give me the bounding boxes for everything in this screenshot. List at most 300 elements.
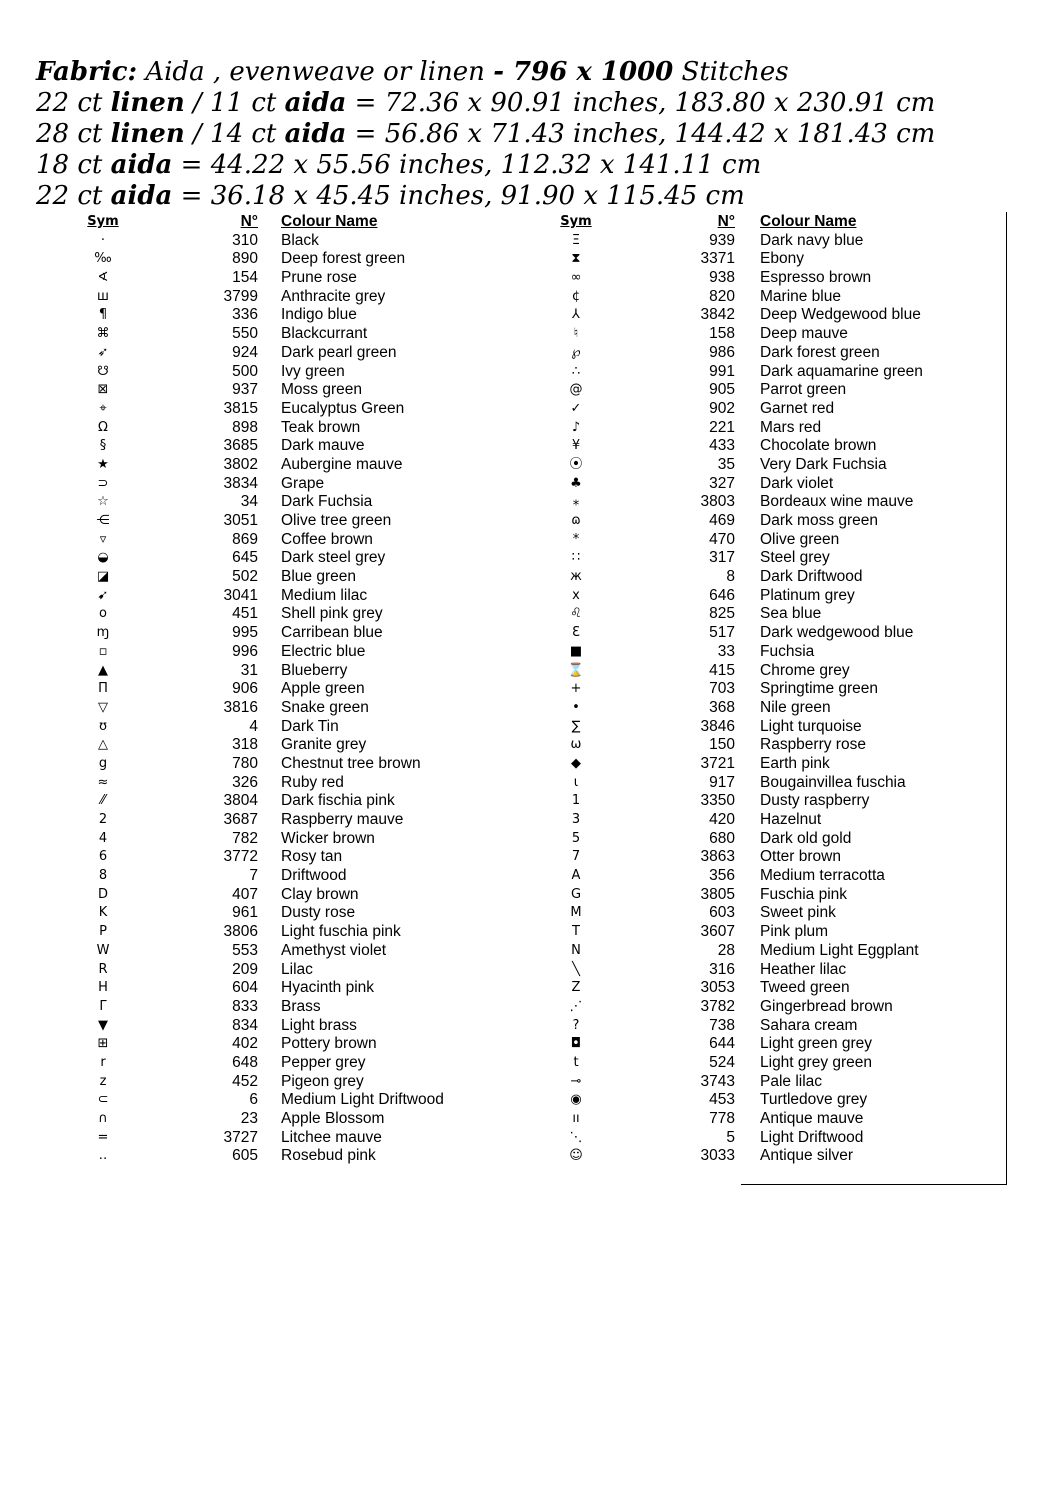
dmc-number: 500 xyxy=(232,362,258,380)
dmc-number: 453 xyxy=(709,1091,735,1109)
dmc-number: 3834 xyxy=(223,474,258,492)
symbol: ⋰ xyxy=(569,998,583,1014)
dmc-number: 3607 xyxy=(700,923,735,941)
dmc-number: 782 xyxy=(232,829,258,847)
legend-row xyxy=(0,363,1060,382)
dmc-number: 221 xyxy=(709,418,735,436)
colour-name: Teak brown xyxy=(281,418,361,436)
symbol: ⧗ xyxy=(571,251,581,267)
stitch-count: - 796 x 1000 xyxy=(493,57,674,87)
dmc-number: 3721 xyxy=(700,754,735,772)
dmc-number: 452 xyxy=(232,1072,258,1090)
colour-name: Hazelnut xyxy=(760,811,822,828)
legend-row xyxy=(0,792,1060,811)
symbol: ∩ xyxy=(98,1111,108,1126)
symbol: ⊂ xyxy=(97,1092,109,1108)
colour-name: Prune rose xyxy=(281,269,357,287)
legend-row xyxy=(0,419,1060,438)
dmc-number: 820 xyxy=(709,287,735,305)
dmc-number: 3842 xyxy=(700,306,735,324)
dmc-number: 3806 xyxy=(223,923,258,941)
symbol: ɩ xyxy=(573,774,579,790)
dmc-number: 5 xyxy=(726,1128,735,1146)
symbol: ▼ xyxy=(98,1017,108,1033)
symbol: 2 xyxy=(98,812,108,827)
size-line-22ct-aida xyxy=(36,181,1036,212)
legend-row xyxy=(0,923,1060,942)
colour-name: Espresso brown xyxy=(760,269,872,287)
legend-row xyxy=(0,1035,1060,1054)
legend-row xyxy=(0,643,1060,662)
legend-row xyxy=(0,904,1060,923)
symbol: Z xyxy=(571,980,581,996)
dmc-number: 3815 xyxy=(223,399,258,417)
symbol: G xyxy=(570,886,582,902)
legend-header-row xyxy=(0,213,1060,232)
sym-header: Sym xyxy=(560,214,592,229)
dmc-number: 3687 xyxy=(223,811,258,828)
symbol: ♪ xyxy=(571,419,581,435)
colour-name: Sahara cream xyxy=(760,1016,858,1034)
dmc-number: 469 xyxy=(709,512,735,529)
dmc-number: 939 xyxy=(709,231,735,249)
colour-name: Granite grey xyxy=(281,736,367,754)
dmc-number: 604 xyxy=(232,979,258,997)
symbol: @ xyxy=(569,382,583,398)
colour-name: Light grey green xyxy=(760,1053,873,1071)
dmc-number: 368 xyxy=(709,698,735,716)
colour-name: Pale lilac xyxy=(760,1072,823,1090)
dmc-number: 6 xyxy=(249,1091,258,1109)
dmc-number: 890 xyxy=(232,250,258,268)
legend-row xyxy=(0,437,1060,456)
colour-name: Dark moss green xyxy=(760,512,879,529)
colour-name: Antique silver xyxy=(760,1147,854,1165)
legend-row xyxy=(0,531,1060,550)
colour-name: Ruby red xyxy=(281,773,344,791)
symbol: ☺ xyxy=(569,1148,583,1164)
dmc-number: 553 xyxy=(232,941,258,959)
colour-name: Light Driftwood xyxy=(760,1128,864,1146)
dmc-number: 646 xyxy=(709,586,735,604)
legend-row xyxy=(0,306,1060,325)
colour-name: Shell pink grey xyxy=(281,605,383,623)
symbol: g xyxy=(98,755,108,771)
symbol: N xyxy=(571,942,581,958)
symbol: ⊃ xyxy=(97,475,109,491)
colour-name: Coffee brown xyxy=(281,530,373,548)
dmc-number: 869 xyxy=(232,530,258,548)
dimensions: = 36.18 x 45.45 inches, 91.90 x 115.45 cm xyxy=(172,181,745,211)
colour-name-header: Colour Name xyxy=(281,213,378,230)
colour-name: Tweed green xyxy=(760,979,850,997)
colour-name: Indigo blue xyxy=(281,306,357,324)
size-line-28ct-linen xyxy=(36,119,1036,150)
legend-row xyxy=(0,1129,1060,1148)
symbol: M xyxy=(570,905,582,921)
symbol: 4 xyxy=(98,830,108,846)
colour-name: Deep Wedgewood blue xyxy=(760,306,921,324)
colour-name: Raspberry rose xyxy=(760,736,866,754)
symbol: ▫ xyxy=(98,643,108,659)
colour-name: Dark Driftwood xyxy=(760,568,863,586)
colour-name: Bougainvillea fuschia xyxy=(760,773,906,791)
colour-name: Very Dark Fuchsia xyxy=(760,455,887,473)
colour-name: Ivy green xyxy=(281,362,345,380)
legend-row xyxy=(0,961,1060,980)
dmc-number: 991 xyxy=(709,362,735,380)
symbol: ▽ xyxy=(98,699,108,715)
dimensions: = 56.86 x 71.43 inches, 144.42 x 181.43 cm xyxy=(346,119,936,149)
symbol: ɱ xyxy=(96,625,110,641)
legend-row xyxy=(0,605,1060,624)
symbol: △ xyxy=(98,737,108,753)
legend-row xyxy=(0,942,1060,961)
symbol: 8 xyxy=(98,868,108,884)
colour-name: Parrot green xyxy=(760,381,847,399)
dmc-number: 336 xyxy=(232,306,258,324)
dmc-number: 451 xyxy=(232,605,258,623)
symbol: ∷ xyxy=(571,550,581,566)
colour-name: Electric blue xyxy=(281,642,366,660)
aida-label: aida xyxy=(284,88,347,118)
symbol: ✓ xyxy=(570,400,582,416)
dmc-number: 327 xyxy=(709,474,735,492)
symbol: ⋱ xyxy=(569,1129,583,1145)
symbol: 5 xyxy=(571,830,581,846)
legend-row xyxy=(0,475,1060,494)
symbol: ☋ xyxy=(97,363,109,379)
dmc-number: 3782 xyxy=(700,997,735,1015)
symbol: D xyxy=(97,886,108,902)
symbol: H xyxy=(98,980,108,996)
colour-name: Otter brown xyxy=(760,848,841,866)
colour-name: Dark fischia pink xyxy=(281,792,395,810)
symbol: ⊠ xyxy=(97,382,109,398)
legend-row xyxy=(0,512,1060,531)
symbol: ⁄⁄ xyxy=(100,793,106,809)
symbol: ? xyxy=(572,1017,580,1033)
symbol: ≈ xyxy=(97,774,109,790)
dmc-number: 3371 xyxy=(700,250,735,268)
dmc-number: 318 xyxy=(232,736,258,754)
symbol: 7 xyxy=(571,849,581,865)
symbol: ▲ xyxy=(98,662,108,678)
symbol: ɷ xyxy=(571,513,581,528)
colour-name: Amethyst violet xyxy=(281,941,387,959)
dmc-number: 33 xyxy=(717,642,735,660)
count-a: 22 ct xyxy=(36,88,111,118)
symbol: ♌ xyxy=(570,606,582,622)
dmc-number: 524 xyxy=(709,1053,735,1071)
fabric-types: Aida , evenweave or linen xyxy=(137,57,494,87)
aida-label: aida xyxy=(110,181,173,211)
symbol: ‰ xyxy=(94,251,112,267)
dmc-number: 680 xyxy=(709,829,735,847)
legend-row xyxy=(0,867,1060,886)
symbol: ⊸ xyxy=(570,1073,582,1089)
symbol: ıı xyxy=(572,1111,580,1126)
symbol: T xyxy=(572,924,580,940)
dmc-number: 3816 xyxy=(223,698,258,716)
legend-row xyxy=(0,325,1060,344)
colour-name: Pigeon grey xyxy=(281,1072,364,1090)
colour-name-header: Colour Name xyxy=(760,213,857,230)
dmc-number: 517 xyxy=(709,624,735,642)
dmc-number: 937 xyxy=(232,381,258,399)
dmc-number: 317 xyxy=(709,549,735,567)
symbol: ◆ xyxy=(571,755,581,771)
dmc-number: 995 xyxy=(232,624,258,642)
symbol: ¢ xyxy=(571,288,581,304)
symbol: ◘ xyxy=(570,1036,582,1052)
legend-row xyxy=(0,755,1060,774)
dmc-number: 502 xyxy=(232,568,258,586)
symbol: ∞ xyxy=(570,270,582,286)
colour-name: Chestnut tree brown xyxy=(281,754,421,772)
dmc-number: 917 xyxy=(709,773,735,791)
colour-name: Springtime green xyxy=(760,680,879,698)
colour-name: Medium Light Driftwood xyxy=(281,1091,444,1109)
legend-row xyxy=(0,568,1060,587)
symbol: ⌛ xyxy=(567,662,585,678)
dmc-number: 3803 xyxy=(700,493,735,511)
dmc-number: 645 xyxy=(232,549,258,567)
dmc-number: 3033 xyxy=(700,1147,735,1165)
dmc-number: 3802 xyxy=(223,455,258,473)
dmc-number: 3743 xyxy=(700,1072,735,1090)
dmc-number: 470 xyxy=(709,530,735,548)
legend-row xyxy=(0,736,1060,755)
dmc-number: 3685 xyxy=(223,437,258,455)
colour-name: Light green grey xyxy=(760,1035,873,1053)
symbol: = xyxy=(97,1129,109,1145)
legend-row xyxy=(0,1091,1060,1110)
aida-label: aida xyxy=(284,119,347,149)
dmc-number: 3053 xyxy=(700,979,735,997)
legend-row xyxy=(0,1073,1060,1092)
dmc-number: 3804 xyxy=(223,792,258,810)
legend-right-column xyxy=(0,213,1060,1166)
count-b: / 11 ct xyxy=(184,88,285,118)
legend-row xyxy=(0,1110,1060,1129)
symbol: ♮ xyxy=(573,326,579,342)
symbol: * xyxy=(572,531,580,547)
symbol: ■ xyxy=(569,643,583,659)
symbol: t xyxy=(573,1054,579,1070)
legend-row xyxy=(0,680,1060,699)
colour-name: Rosy tan xyxy=(281,848,343,866)
colour-name: Hyacinth pink xyxy=(281,979,375,997)
dmc-number: 605 xyxy=(232,1147,258,1165)
colour-name: Blackcurrant xyxy=(281,325,368,343)
symbol: ⊞ xyxy=(97,1036,109,1052)
colour-name: Marine blue xyxy=(760,287,841,305)
colour-name: Dark violet xyxy=(760,474,834,492)
colour-name: Steel grey xyxy=(760,549,830,567)
legend-row xyxy=(0,1054,1060,1073)
dmc-number: 356 xyxy=(709,867,735,885)
symbol: Ξ xyxy=(571,232,581,248)
dmc-number: 3051 xyxy=(223,512,258,529)
dmc-number: 924 xyxy=(232,343,258,361)
legend-row xyxy=(0,344,1060,363)
colour-name: Medium Light Eggplant xyxy=(760,941,919,959)
symbol: A xyxy=(571,868,581,884)
dmc-number: 402 xyxy=(232,1035,258,1053)
colour-name: Dark Fuchsia xyxy=(281,493,373,511)
colour-name: Sea blue xyxy=(760,605,822,623)
dmc-number: 415 xyxy=(709,661,735,679)
fabric-label: Fabric: xyxy=(36,57,138,87)
dmc-number: 648 xyxy=(232,1053,258,1071)
legend-row xyxy=(0,998,1060,1017)
symbol: z xyxy=(99,1073,107,1089)
dmc-number: 834 xyxy=(232,1016,258,1034)
colour-name: Dark forest green xyxy=(760,343,880,361)
right-border-line xyxy=(1006,212,1007,1185)
symbol: x xyxy=(572,587,580,603)
dmc-number: 3350 xyxy=(700,792,735,810)
symbol: o xyxy=(99,606,107,622)
dmc-number: 3727 xyxy=(223,1128,258,1146)
colour-name: Chocolate brown xyxy=(760,437,877,455)
dmc-number: 961 xyxy=(232,904,258,922)
colour-name: Ebony xyxy=(760,250,804,268)
dmc-number: 902 xyxy=(709,399,735,417)
symbol: ⌘ xyxy=(96,326,110,342)
symbol: + xyxy=(570,681,582,697)
legend-row xyxy=(0,232,1060,251)
linen-label: linen xyxy=(110,119,185,149)
symbol: K xyxy=(98,905,108,921)
symbol: Π xyxy=(98,681,108,697)
dmc-number: 154 xyxy=(232,269,258,287)
symbol: ⁎ xyxy=(572,494,580,510)
colour-name: Olive tree green xyxy=(281,512,392,529)
legend-row xyxy=(0,381,1060,400)
symbol: ∢ xyxy=(97,270,109,286)
legend-row xyxy=(0,456,1060,475)
symbol: P xyxy=(99,924,107,940)
symbol: ʊ xyxy=(98,718,108,734)
dmc-number: 3805 xyxy=(700,885,735,903)
symbol: 3 xyxy=(571,812,581,827)
dmc-number: 3863 xyxy=(700,848,735,866)
colour-name: Dark pearl green xyxy=(281,343,397,361)
symbol: ★ xyxy=(97,456,109,472)
colour-name: Black xyxy=(281,231,319,249)
colour-name: Dark wedgewood blue xyxy=(760,624,914,642)
symbol: ◒ xyxy=(97,550,109,566)
colour-name: Wicker brown xyxy=(281,829,375,847)
legend-row xyxy=(0,848,1060,867)
dmc-number: 825 xyxy=(709,605,735,623)
stitches-label: Stitches xyxy=(673,57,789,87)
symbol: Γ xyxy=(99,998,107,1014)
colour-name: Bordeaux wine mauve xyxy=(760,493,914,511)
symbol: ∑ xyxy=(571,718,581,734)
dmc-number: 3772 xyxy=(223,848,258,866)
colour-name: Eucalyptus Green xyxy=(281,399,405,417)
colour-name: Medium lilac xyxy=(281,586,368,604)
colour-name: Light brass xyxy=(281,1016,357,1034)
symbol: ∴ xyxy=(571,363,581,379)
legend-row xyxy=(0,250,1060,269)
dmc-number: 603 xyxy=(709,904,735,922)
colour-name: Fuschia pink xyxy=(760,885,848,903)
colour-name: Grape xyxy=(281,474,325,492)
colour-name: Light fuschia pink xyxy=(281,923,401,941)
dmc-number: 906 xyxy=(232,680,258,698)
dmc-number: 833 xyxy=(232,997,258,1015)
colour-name: Moss green xyxy=(281,381,362,399)
legend-row xyxy=(0,269,1060,288)
colour-name: Antique mauve xyxy=(760,1110,864,1127)
colour-name: Chrome grey xyxy=(760,661,850,679)
colour-name: Medium terracotta xyxy=(760,867,885,885)
colour-name: Litchee mauve xyxy=(281,1128,382,1146)
symbol: ♣ xyxy=(570,475,582,491)
fabric-header xyxy=(36,57,1036,212)
symbol: ☆ xyxy=(97,494,109,510)
fabric-line xyxy=(36,57,1036,88)
colour-name: Dark Tin xyxy=(281,717,339,735)
legend-row xyxy=(0,400,1060,419)
symbol: ж xyxy=(570,569,582,585)
legend-row xyxy=(0,662,1060,681)
colour-name: Anthracite grey xyxy=(281,287,386,305)
dmc-number: 996 xyxy=(232,642,258,660)
colour-name: Dark old gold xyxy=(760,829,852,847)
symbol: ¥ xyxy=(571,438,581,454)
dmc-number: 310 xyxy=(232,231,258,249)
count-a: 22 ct xyxy=(36,181,111,211)
dmc-number: 3846 xyxy=(700,717,735,735)
legend-row xyxy=(0,774,1060,793)
legend-row xyxy=(0,699,1060,718)
symbol: 6 xyxy=(98,849,108,865)
size-line-18ct-aida xyxy=(36,150,1036,181)
dmc-number: 28 xyxy=(717,941,735,959)
symbol: ‥ xyxy=(98,1148,108,1164)
colour-name: Blue green xyxy=(281,568,356,586)
dmc-number: 158 xyxy=(709,325,735,343)
colour-name: Blueberry xyxy=(281,661,348,679)
colour-name: Heather lilac xyxy=(760,960,847,978)
colour-name: Apple green xyxy=(281,680,365,698)
symbol: Ɛ xyxy=(572,625,580,641)
colour-name: Olive green xyxy=(760,530,840,548)
colour-name: Earth pink xyxy=(760,754,830,772)
dmc-number: 905 xyxy=(709,381,735,399)
symbol: ◉ xyxy=(570,1092,582,1108)
dmc-number: 31 xyxy=(240,661,258,679)
dmc-number: 34 xyxy=(240,493,258,511)
colour-name: Driftwood xyxy=(281,867,347,885)
legend-row xyxy=(0,886,1060,905)
dmc-number: 209 xyxy=(232,960,258,978)
colour-name: Pepper grey xyxy=(281,1053,366,1071)
dmc-number: 420 xyxy=(709,811,735,828)
legend-row xyxy=(0,979,1060,998)
symbol: ➹ xyxy=(97,587,109,603)
count-a: 18 ct xyxy=(36,150,111,180)
legend-row xyxy=(0,830,1060,849)
colour-name: Fuchsia xyxy=(760,642,815,660)
symbol: ⌖ xyxy=(99,400,107,416)
count-a: 28 ct xyxy=(36,119,111,149)
